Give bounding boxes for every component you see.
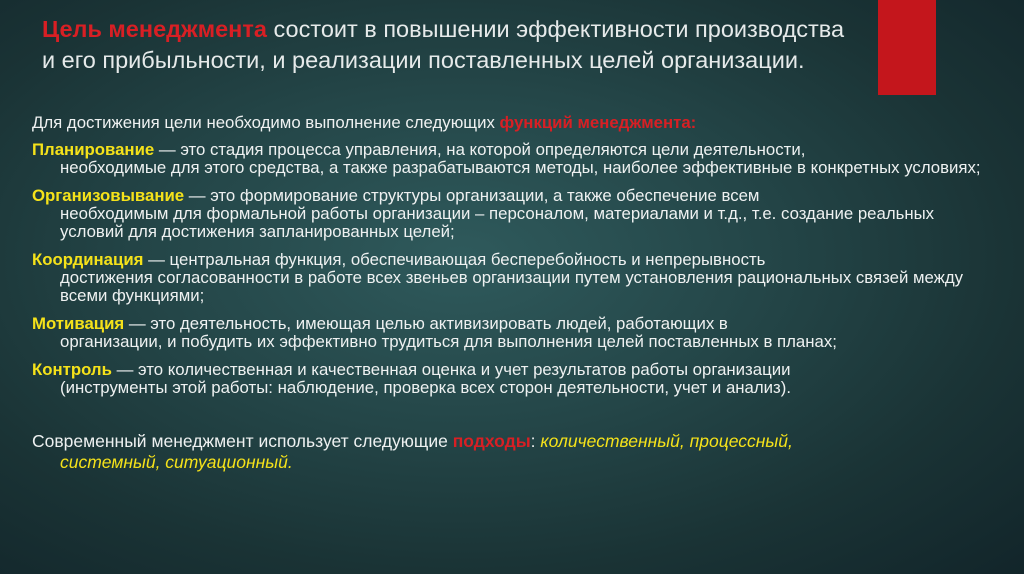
- approaches-paragraph: [32, 431, 992, 473]
- function-line1: — это стадия процесса управления, на которой определяются цели деятельности,: [154, 140, 806, 159]
- function-rest: (инструменты этой работы: наблюдение, проверка всех сторон деятельности, учет и анализ).: [60, 378, 791, 397]
- slide-body: [32, 114, 992, 473]
- function-item-motivation: [32, 315, 992, 351]
- outro-second-line: [32, 452, 992, 473]
- function-rest: достижения согласованности в работе всех звеньев организации путем установления рациональных связей между всеми функциями;: [60, 268, 964, 305]
- function-first-line: [32, 141, 992, 159]
- title-text: состоит в повышении эффективности производства и его прибыльности, и реализации поставленных целей организации.: [42, 16, 845, 73]
- function-term: Организовывание: [32, 186, 185, 205]
- intro-highlight: функций менеджмента:: [499, 113, 697, 132]
- function-rest: необходимым для формальной работы организации – персоналом, материалами и т.д., т.е. создание реальных условий для достижения запланированных целей;: [60, 204, 935, 241]
- function-rest: необходимые для этого средства, а также разрабатываются методы, наиболее эффективные в конкретных условиях;: [60, 158, 981, 177]
- function-first-line: [32, 187, 992, 205]
- function-line1: — это деятельность, имеющая целью активизировать людей, работающих в: [124, 314, 728, 333]
- function-line1: — центральная функция, обеспечивающая бесперебойность и непрерывность: [143, 250, 766, 269]
- function-rest: организации, и побудить их эффективно трудиться для выполнения целей поставленных в планах;: [60, 332, 837, 351]
- function-first-line: [32, 315, 992, 333]
- function-first-line: [32, 361, 992, 379]
- title-highlight: Цель менеджмента: [42, 16, 267, 42]
- function-term: Мотивация: [32, 314, 125, 333]
- function-term: Планирование: [32, 140, 155, 159]
- function-item-control: [32, 361, 992, 397]
- outro-approaches-2: системный, ситуационный: [60, 452, 288, 472]
- outro-highlight: подходы: [452, 431, 531, 451]
- outro-text: Современный менеджмент использует следующие: [32, 431, 453, 451]
- outro-end: .: [287, 452, 293, 472]
- outro-colon: :: [530, 431, 541, 451]
- accent-bar: [878, 0, 936, 95]
- function-term: Контроль: [32, 360, 112, 379]
- function-item-planning: [32, 141, 992, 177]
- function-item-coordination: [32, 251, 992, 305]
- function-item-organizing: [32, 187, 992, 241]
- outro-approaches-1: количественный, процессный,: [540, 431, 793, 451]
- function-term: Координация: [32, 250, 144, 269]
- function-line1: — это количественная и качественная оценка и учет результатов работы организации: [111, 360, 791, 379]
- slide-title: [42, 14, 862, 76]
- function-line1: — это формирование структуры организации, а также обеспечение всем: [184, 186, 760, 205]
- intro-text: Для достижения цели необходимо выполнение следующих: [32, 113, 500, 132]
- function-first-line: [32, 251, 992, 269]
- intro-paragraph: [32, 114, 992, 132]
